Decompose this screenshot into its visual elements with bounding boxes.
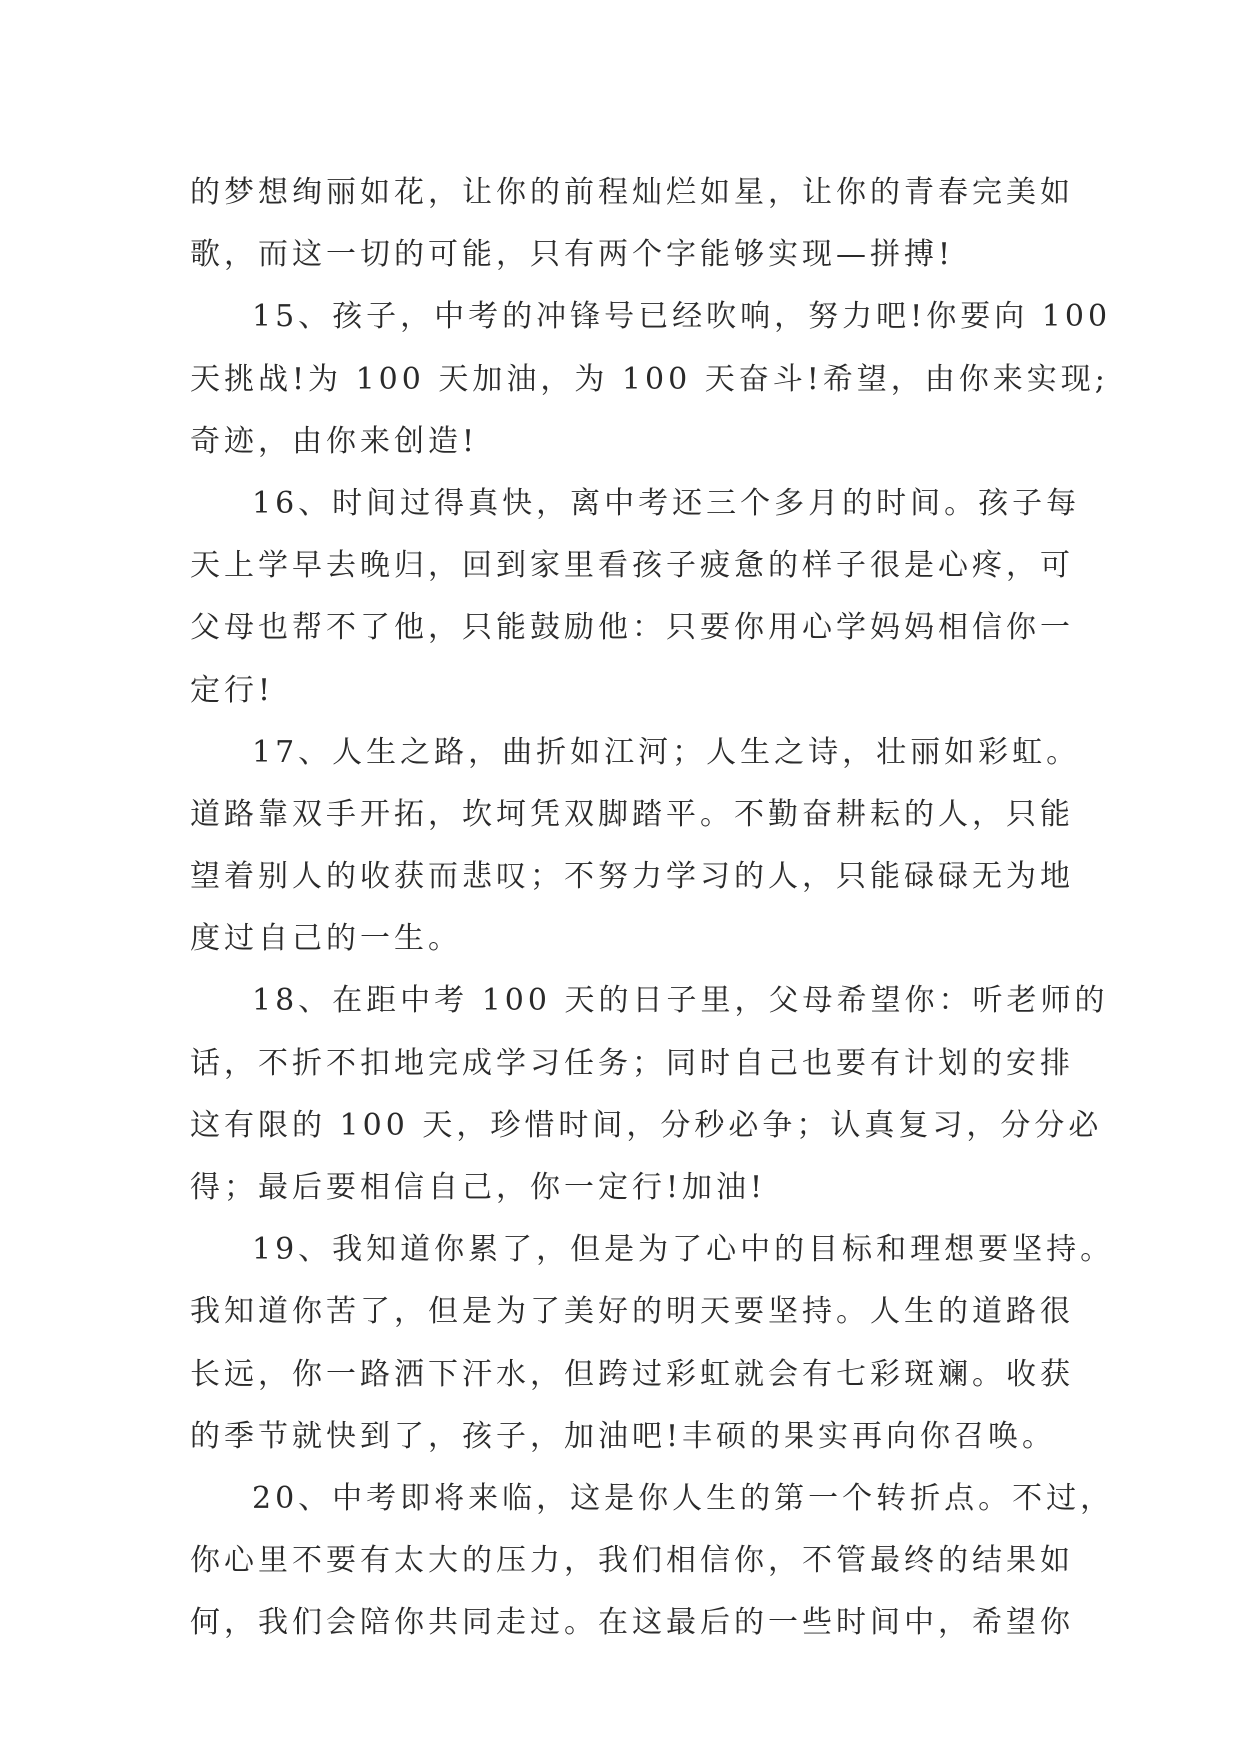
paragraph-20 (190, 1468, 1115, 1655)
text-line: 这有限的 100 天，珍惜时间，分秒必争；认真复习，分分必 (190, 1107, 1103, 1143)
text-line: 的季节就快到了，孩子，加油吧!丰硕的果实再向你召唤。 (190, 1418, 1057, 1454)
paragraph-15 (190, 286, 1112, 473)
text-line: 得；最后要相信自己，你一定行!加油! (190, 1170, 767, 1205)
text-line: 的梦想绚丽如花，让你的前程灿烂如星，让你的青春完美如 (190, 175, 1074, 210)
text-line: 父母也帮不了他，只能鼓励他：只要你用心学妈妈相信你一 (190, 610, 1074, 646)
text-line: 15、孩子，中考的冲锋号已经吹响，努力吧!你要向 100 (252, 299, 1112, 335)
paragraph-16 (190, 473, 1081, 722)
text-line: 天上学早去晚归，回到家里看孩子疲惫的样子很是心疼，可 (190, 548, 1074, 584)
text-line: 天挑战!为 100 天加油，为 100 天奋斗!希望，由你来实现; (190, 361, 1109, 397)
paragraph-17 (190, 722, 1081, 971)
text-line: 何，我们会陪你共同走过。在这最后的一些时间中，希望你 (190, 1605, 1074, 1641)
text-line: 度过自己的一生。 (190, 921, 462, 957)
text-line: 道路靠双手开拓，坎坷凭双脚踏平。不勤奋耕耘的人，只能 (190, 796, 1074, 832)
text-line: 18、在距中考 100 天的日子里，父母希望你：听老师的 (252, 983, 1109, 1019)
text-line: 歌，而这一切的可能，只有两个字能够实现—拼搏! (190, 237, 955, 273)
text-line: 你心里不要有太大的压力，我们相信你，不管最终的结果如 (190, 1543, 1074, 1579)
text-line: 19、我知道你累了，但是为了心中的目标和理想要坚持。 (252, 1232, 1115, 1268)
text-line: 话，不折不扣地完成学习任务；同时自己也要有计划的安排 (190, 1045, 1074, 1081)
text-line: 20、中考即将来临，这是你人生的第一个转折点。不过， (252, 1480, 1115, 1516)
text-line: 长远，你一路洒下汗水，但跨过彩虹就会有七彩斑斓。收获 (190, 1356, 1074, 1392)
text-line: 定行! (190, 672, 275, 708)
text-line: 望着别人的收获而悲叹；不努力学习的人，只能碌碌无为地 (190, 859, 1074, 895)
paragraph-14-continued (190, 162, 1074, 286)
text-line: 我知道你苦了，但是为了美好的明天要坚持。人生的道路很 (190, 1294, 1074, 1330)
text-line: 17、人生之路，曲折如江河；人生之诗，壮丽如彩虹。 (252, 734, 1081, 770)
text-line: 16、时间过得真快，离中考还三个多月的时间。孩子每 (252, 485, 1081, 521)
text-line: 奇迹，由你来创造! (190, 423, 479, 459)
paragraph-18 (190, 970, 1109, 1219)
paragraph-19 (190, 1219, 1115, 1468)
document-body (190, 162, 1115, 1655)
